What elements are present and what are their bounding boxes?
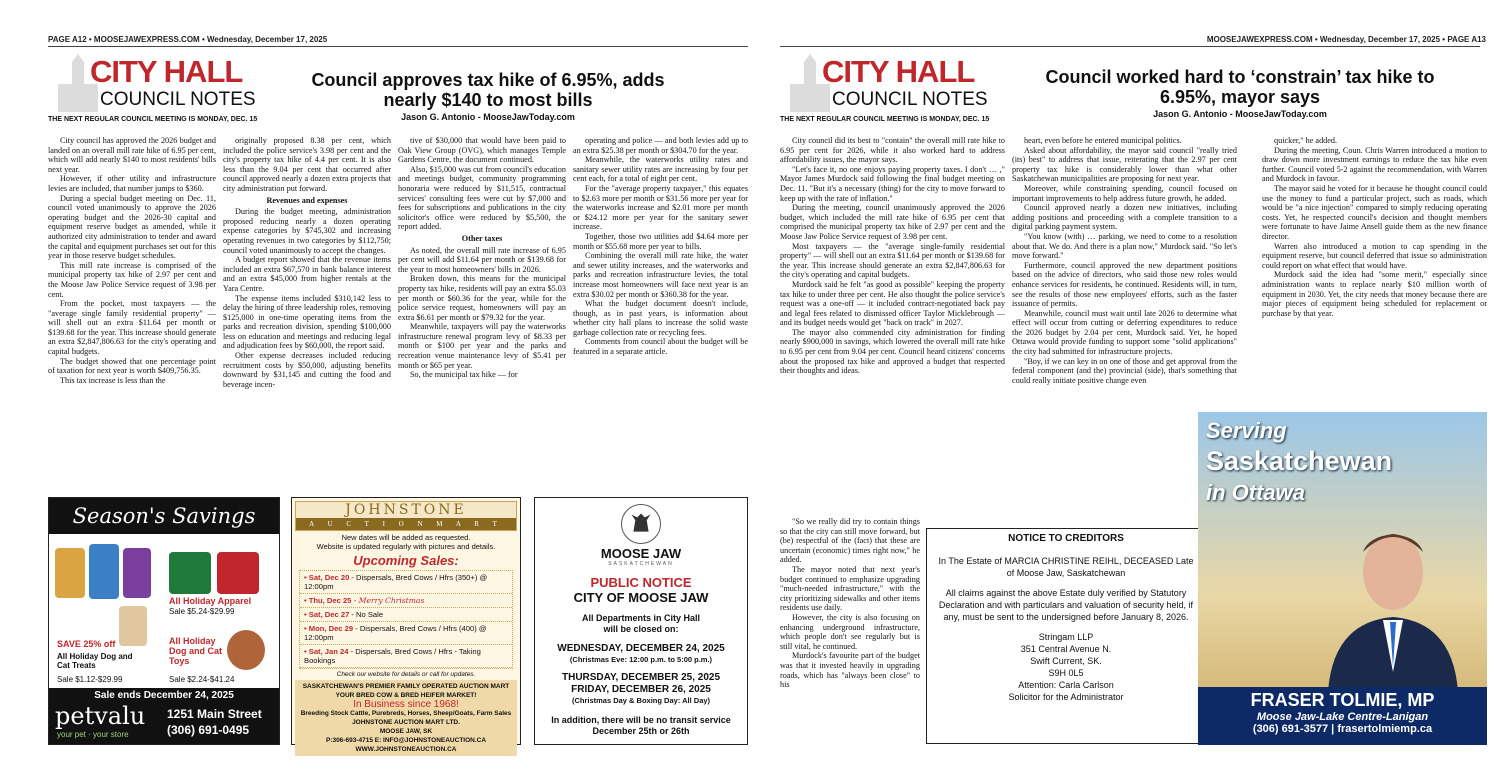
sweater-image	[169, 552, 211, 594]
petvalu-tagline: your pet · your store	[57, 730, 129, 739]
johnstone-footer-line: MOOSE JAW, SK	[379, 728, 433, 735]
closure-note-1: (Christmas Eve: 12:00 p.m. to 5:00 p.m.)	[569, 655, 713, 664]
subheading: Revenues and expenses	[266, 195, 348, 205]
petvalu-title: Season's Savings	[49, 498, 279, 534]
article-paragraph: Asked about affordability, the mayor said council "really tried (its) best" to address that issue, reiterating that the 2.97 per cent property tax hike is considerably lower than what other Saskatchewan municipalities are proposing for next year.	[1012, 145, 1237, 184]
petvalu-logo: petvalu	[55, 702, 146, 730]
article-paragraph: The budget showed that one percentage point of taxation for next year is worth $409,756.35.	[48, 356, 216, 376]
sale-date: • Sat, Dec 27	[304, 610, 350, 619]
johnstone-subtitle: A U C T I O N M A R T	[296, 518, 516, 530]
article-paragraph: tive of $30,000 that would have been paid to Oak View Group (OVG), which manages Temple Gardens Centre, the document continued.	[398, 136, 566, 165]
article-paragraph: Council approved nearly a dozen new initiatives, including adding positions and proceeding with a complete transition to a digital parking payment system.	[1012, 203, 1237, 232]
right-headline: Council worked hard to ‘constrain’ tax hike to 6.95%, mayor says	[1045, 67, 1435, 107]
notice-to-creditors-ad	[926, 528, 1206, 744]
article-paragraph: Furthermore, council approved the new department positions based on the advice of directors, who said those new roles would enhance services for residents, he continued. Residents will, in turn, see the results of those new employees' efforts, such as the faster issuance of permits.	[1012, 260, 1237, 309]
left-mast-subtitle: COUNCIL NOTES	[100, 89, 256, 110]
creditors-address	[937, 631, 1195, 703]
notice-body	[535, 613, 747, 635]
johnstone-footer-line: JOHNSTONE AUCTION MART LTD.	[352, 719, 460, 726]
mp-riding: Moose Jaw-Lake Centre-Lanigan	[1256, 711, 1429, 723]
right-column-1	[780, 136, 1005, 514]
list-item	[300, 571, 512, 594]
sale-date: • Sat, Jan 24	[304, 647, 349, 656]
article-paragraph: Together, those two utilities add $4.64 more per month or $55.68 more per year to bills.	[573, 231, 748, 251]
treats-text: All Holiday Dog and Cat Treats	[57, 652, 133, 670]
apparel-heading: All Holiday Apparel	[169, 596, 252, 606]
public-notice-ad	[534, 497, 748, 745]
article-paragraph: Murdock's favourite part of the budget was that it invested heavily in upgrading roads, which has "always been close" to his	[780, 651, 920, 690]
article-paragraph: The mayor noted that next year's budget continued to emphasize upgrading "much-needed infrastructure," with the city prioritizing sidewalks and other items residents use daily.	[780, 564, 920, 613]
toys-heading: All Holiday Dog and Cat Toys	[169, 636, 222, 666]
right-page	[780, 0, 1510, 780]
article-paragraph: From the pocket, most taxpayers — the "average single family residential property" — will shell out an extra $11.64 per month or $139.68 for the year. This increase should generate an extra $2,847,806.63 for the city's operating and capital budgets.	[48, 299, 216, 357]
mp-name: FRASER TOLMIE, MP	[1250, 690, 1435, 710]
transit-line: In addition, there will be no transit service	[551, 715, 731, 725]
creditors-body: All claims against the above Estate duly verified by Statutory Declaration and with particulars and valuation of security held, if any, must be sent to the undersigned before January 8, 2026.	[938, 588, 1194, 622]
article-paragraph: Moreover, while constraining spending, council focused on important improvements to help address future growth, he added.	[1012, 183, 1237, 203]
article-paragraph: Meanwhile, the waterworks utility rates and sanitary sewer utility rates are increasing by four per cent each, for a total of eight per cent.	[573, 155, 748, 184]
article-paragraph: During the meeting, council unanimously approved the 2026 budget, which included the mill rate hike of 6.95 per cent that comprised the municipal property tax hike of 2.97 per cent and the Moose Jaw Police Service request of 3.98 per cent.	[780, 203, 1005, 241]
johnstone-website-link[interactable]: WWW.JOHNSTONEAUCTION.CA	[355, 746, 457, 753]
johnstone-footer-line: SASKATCHEWAN'S PREMIER FAMILY OPERATED AUCTION MART	[302, 683, 510, 690]
petvalu-address: 1251 Main Street	[167, 707, 262, 721]
treat-jar-image	[119, 606, 147, 646]
moose-jaw-seal-icon	[621, 504, 661, 544]
treat-bag-image	[89, 544, 119, 599]
sale-desc: - Dispersals, Bred Cows / Hfrs (350+) @ 12:00pm	[304, 573, 488, 591]
transit-line: December 25th or 26th	[592, 726, 690, 736]
article-paragraph: The expense items included $310,142 less to delay the hiring of three leadership roles, removing $125,000 in one-time operating items from the parks and recreation division, spending $100,000 less on education and meetings and reducing legal and adjudication fees by $60,000, the report said.	[223, 293, 391, 351]
article-paragraph: "Boy, if we can key in on one of those and get approval from the federal component (and the) provincial (side), that's something that could really initiate positive change even	[1012, 356, 1237, 385]
right-folio: MOOSEJAWEXPRESS.COM • Wednesday, December 17, 2025 • PAGE A13	[1206, 35, 1486, 44]
johnstone-check-website: Check our website for details or call for updates.	[336, 671, 476, 678]
article-paragraph: originally proposed 8.38 per cent, which included the police service's 3.98 per cent and the city's property tax hike of 4.4 per cent. It is also less than the 9.04 per cent that occurred after council approved nearly a dozen extra projects that city administration put forward.	[223, 136, 391, 193]
mp-contact[interactable]: (306) 691-3577 | frasertolmiemp.ca	[1252, 723, 1433, 735]
treat-bag-image	[123, 548, 151, 598]
left-column-2	[223, 136, 391, 486]
address-line: Solicitor for the Administrator	[1008, 692, 1124, 702]
article-paragraph: This tax increase is less than the	[60, 375, 166, 385]
article-paragraph: This mill rate increase is comprised of the municipal property tax hike of 2.97 per cent and the Moose Jaw Police Service request of 3.98 per cent.	[48, 260, 216, 299]
johnstone-since: In Business since 1968!	[353, 699, 459, 710]
article-paragraph: However, if other utility and infrastructure levies are included, that number jumps to $360.	[48, 174, 216, 193]
saskatchewan-wordmark: SASKATCHEWAN	[608, 561, 674, 567]
closure-date-1: WEDNESDAY, DECEMBER 24, 2025	[557, 643, 725, 654]
article-paragraph: During a special budget meeting on Dec. 11, council voted unanimously to approve the 2026 operating budget and the 2026-30 capital and equipment reserve budget as amended, while it authorized city administration to tender and award the capital and equipment purchases set out for this year in those reserve budget schedules.	[48, 193, 216, 261]
sale-desc: - Dispersals, Bred Cows / Hfrs (400) @ 12:00pm	[304, 624, 487, 642]
city-name: CITY OF MOOSE JAW	[573, 590, 709, 605]
johnstone-logo	[295, 501, 517, 531]
sale-desc: - Merry Christmas	[351, 596, 425, 605]
public-notice-title: PUBLIC NOTICE	[590, 575, 692, 590]
moose-jaw-wordmark: MOOSE JAW	[600, 546, 682, 561]
address-line: Stringam LLP	[1038, 632, 1094, 642]
list-item	[300, 645, 512, 668]
johnstone-footer-line: YOUR BRED COW & BRED HEIFER MARKET!	[335, 692, 477, 699]
article-paragraph: Combining the overall mill rate hike, the water and sewer utility increases, and the waterworks and parks and recreation infrastructure levies, the total increase most homeowners will face next year is an extra $30.02 per month or $360.38 for the year.	[573, 251, 748, 299]
treat-bag-image	[55, 548, 85, 598]
petvalu-footer	[49, 688, 279, 744]
article-paragraph: The mayor also commended city administration for finding nearly $900,000 in savings, which lowered the overall mill rate hike to 6.95 per cent from 9.04 per cent. Council heard citizens' concerns about the proposed tax hike and approved a budget that respected their thoughts and ideas.	[780, 327, 1005, 376]
left-column-4	[573, 136, 748, 486]
right-column-3	[1262, 136, 1487, 408]
article-paragraph: Most taxpayers — the "average single-family residential property" — will shell out an extra $11.64 per month or $139.68 for the year. This increase should generate an extra $2,847,806.63 for the city's operating and capital budgets.	[780, 241, 1005, 280]
left-mast-title: CITY HALL	[90, 54, 243, 89]
petvalu-ad[interactable]	[48, 497, 280, 745]
article-paragraph: However, the city is also focusing on enhancing underground infrastructure, which people don't see regularly but is still vital, he continued.	[780, 612, 920, 651]
article-paragraph: So, the municipal tax hike — for	[410, 370, 518, 380]
petvalu-phone: (306) 691-0495	[167, 723, 250, 737]
right-mast-title: CITY HALL	[822, 54, 975, 89]
article-paragraph: Warren also introduced a motion to cap spending in the equipment reserve, but council deferred that issue so administration could report on what effect that would have.	[1262, 241, 1487, 270]
johnstone-contact[interactable]: P:306-693-4715 E: INFO@JOHNSTONEAUCTION.CA	[325, 737, 487, 744]
article-paragraph: "You know (with) … parking, we need to come to a resolution about that. We do. And there is a plan now," Murdock said. "So let's move forward."	[1012, 231, 1237, 261]
address-line: 351 Central Avenue N.	[1020, 644, 1112, 654]
toy-image	[227, 630, 265, 670]
left-column-3	[398, 136, 566, 486]
article-paragraph: Murdock said the idea had "some merit," especially since administration wants to replace nearly $10 million worth of equipment in 2030. Yet, the city needs that money because there are major pieces of equipment being scheduled for replacement or purchase by that year.	[1262, 270, 1487, 318]
article-paragraph: quicker," he added.	[1274, 136, 1338, 145]
article-paragraph: City council did its best to "contain" the overall mill rate hike to 6.95 per cent for 2026, while it also worked hard to address affordability issues, the mayor says.	[780, 136, 1005, 165]
article-paragraph: Broken down, this means for the municipal property tax hike, residents will pay an extra $5.03 per month or $60.36 for the year, while for the police service request, homeowners will pay an extra $6.61 per month or $79.32 for the year.	[398, 274, 566, 322]
closure-date-3: FRIDAY, DECEMBER 26, 2025	[571, 684, 711, 695]
right-byline: Jason G. Antonio - MooseJawToday.com	[1153, 108, 1327, 119]
article-paragraph: Meanwhile, council must wait until late 2026 to determine what effect will occur from cutting or deferring expenditures to reduce the 2026 budget by 2.04 per cent, Murdock said. Yet, he hoped Ottawa would provide funding to support some "solid applications" the city had submitted for infrastructure projects.	[1012, 308, 1237, 357]
right-mast-subtitle: COUNCIL NOTES	[832, 89, 988, 110]
article-paragraph: For the "average property taxpayer," this equates to $2.63 more per month or $31.56 more per year for the waterworks increase and $2.01 more per month or $24.12 more per year for the sanitary sewer increase.	[573, 183, 748, 232]
johnstone-name: JOHNSTONE	[345, 502, 467, 518]
article-paragraph: Other expense decreases included reducing recruitment costs by $50,000, adjusting benefits downward by $31,145 and cutting the food and beverage incen-	[223, 351, 391, 389]
right-header-rule	[780, 46, 1480, 47]
petvalu-contact	[167, 706, 262, 738]
sale-ends: Sale ends December 24, 2025	[94, 690, 234, 701]
sweater-image	[217, 552, 259, 594]
left-headline-block	[303, 71, 673, 122]
sales-list	[299, 570, 513, 669]
article-paragraph: City council has approved the 2026 budget and landed on an overall mill rate hike of 6.95 per cent, which will add nearly $140 to most residents' bills next year.	[48, 136, 216, 174]
right-column-1-lower	[780, 517, 920, 745]
closure-date-2: THURSDAY, DECEMBER 25, 2025	[561, 672, 721, 683]
article-paragraph: What the budget document doesn't include, though, as in past years, is information about whether city hall plans to increase the solid waste garbage collection rate or recycling fees.	[573, 299, 748, 337]
sale-desc: - No Sale	[349, 610, 384, 619]
article-paragraph: A budget report showed that the revenue items included an extra $67,570 in bank balance interest and an extra $45,000 from higher rentals at the Yara Centre.	[223, 255, 391, 293]
article-paragraph: Meanwhile, taxpayers will pay the waterworks infrastructure renewal program levy of $8.33 per month or $100 per year and the parks and recreation venue maintenance levy of $5.41 per month or $65 per year.	[398, 322, 566, 370]
list-item	[300, 608, 512, 622]
left-next-meeting: THE NEXT REGULAR COUNCIL MEETING IS MONDAY, DEC. 15	[48, 116, 258, 123]
left-byline: Jason G. Antonio - MooseJawToday.com	[401, 111, 575, 122]
left-header-rule	[48, 46, 748, 47]
toys-price: Sale $2.24-$41.24	[169, 675, 235, 684]
article-paragraph: Murdock said he felt "as good as possible" keeping the property tax hike to under three per cent. He also thought the police service's request was a one-off — it included contract-negotiated back pay and legal fees related to dismissed officer Taylor Micklebrough — and its budget needs would get "back on track" in 2027.	[780, 279, 1005, 328]
article-paragraph: Comments from council about the budget will be featured in a separate article.	[573, 337, 748, 357]
sale-date: • Mon, Dec 29	[304, 624, 354, 633]
johnstone-auction-ad[interactable]	[291, 497, 521, 753]
johnstone-footer-line: Breeding Stock Cattle, Purebreds, Horses, Sheep/Goats, Farm Sales	[300, 710, 512, 717]
transit-note	[535, 715, 747, 737]
treats-price: Sale $1.12-$29.99	[57, 675, 123, 684]
mp-ottawa: in Ottawa	[1206, 480, 1306, 505]
right-headline-block	[1020, 68, 1460, 119]
left-masthead	[48, 50, 278, 120]
mp-ad[interactable]	[1198, 412, 1487, 745]
upcoming-sales-heading: Upcoming Sales:	[353, 553, 459, 568]
right-next-meeting: THE NEXT REGULAR COUNCIL MEETING IS MONDAY, DEC. 15	[780, 116, 990, 123]
closure-note-2: (Christmas Day & Boxing Day: All Day)	[571, 696, 711, 705]
article-paragraph: heart, even before he entered municipal politics.	[1024, 136, 1182, 145]
list-item	[300, 622, 512, 645]
creditors-title: NOTICE TO CREDITORS	[1008, 533, 1124, 544]
johnstone-note-2: Website is updated regularly with pictures and details.	[316, 542, 496, 551]
article-paragraph: As noted, the overall mill rate increase of 6.95 per cent will add $11.64 per month or $139.68 for the year to most homeowners' bills in 2026.	[398, 245, 566, 274]
save-text: SAVE 25% off	[57, 639, 116, 649]
article-paragraph: "Let's face it, no one enjoys paying property taxes. I don't … ," Mayor James Murdock said following the final budget meeting on Dec. 11. "But it's a necessary (thing) for the city to move forward to keep up with the rate of inflation."	[780, 164, 1005, 203]
mp-portrait-image	[1318, 522, 1468, 692]
sale-date: • Thu, Dec 25	[304, 596, 352, 605]
article-paragraph: During the budget meeting, administration proposed reducing nearly a dozen operating expense categories by $745,302 and increasing operating revenues in two categories by $112,750; council voted unanimously to accept the changes.	[223, 207, 391, 255]
sale-date: • Sat, Dec 20	[304, 573, 350, 582]
left-folio: PAGE A12 • MOOSEJAWEXPRESS.COM • Wednesday, December 17, 2025	[48, 35, 328, 44]
address-line: S9H 0L5	[1048, 668, 1084, 678]
article-paragraph: "So we really did try to contain things so that the city can still move forward, but (be) respectful of the (fact) that these are uncertain (economic) times right now," he added.	[780, 517, 920, 565]
left-column-1	[48, 136, 216, 486]
sale-desc: - Dispersals, Bred Cows / Hfrs - Taking Bookings	[304, 647, 481, 665]
right-masthead	[780, 50, 1010, 120]
petvalu-products	[49, 534, 279, 710]
johnstone-note-1: New dates will be added as requested.	[341, 533, 471, 542]
notice-line: will be closed on:	[603, 624, 679, 634]
article-paragraph: operating and police — and both levies add up to an extra $25.38 per month or $304.70 for the year.	[573, 136, 748, 155]
address-line: Attention: Carla Carlson	[1018, 680, 1114, 690]
article-paragraph: During the meeting, Coun. Chris Warren introduced a motion to draw down more investment earnings to reduce the tax hike even further. Council voted 5-2 against the recommendation, with Warren and Murdock in favour.	[1262, 145, 1487, 184]
left-headline: Council approves tax hike of 6.95%, adds nearly $140 to most bills	[311, 70, 665, 110]
apparel-price: Sale $5.24-$29.99	[169, 607, 235, 616]
list-item	[300, 594, 512, 608]
creditors-estate: In The Estate of MARCIA CHRISTINE REIHL, DECEASED Late of Moose Jaw, Saskatchewan	[938, 556, 1194, 578]
mp-footer	[1198, 687, 1487, 745]
mp-saskatchewan: Saskatchewan	[1206, 446, 1393, 476]
address-line: Swift Current, SK.	[1030, 656, 1102, 666]
johnstone-footer	[295, 680, 517, 756]
article-paragraph: Also, $15,000 was cut from council's education and meetings budget, community programming honoraria were reduced by $11,515, contractual services' consulting fees were cut by $7,000 and fees for subscriptions and publications in the city solicitor's office were reduced by $5,500, the report added.	[398, 164, 566, 232]
notice-line: All Departments in City Hall	[581, 613, 701, 623]
left-page	[48, 0, 778, 780]
mp-serving: Serving	[1206, 418, 1287, 443]
subheading: Other taxes	[461, 233, 503, 243]
article-paragraph: The mayor said he voted for it because he thought council could use the money to fund a particular project, such as roads, which would be "a nice injection" compared to simply reducing operating costs. Yet, he respected council's decision and thought members were fortunate to have Jaime Ansell guide them as the new finance director.	[1262, 183, 1487, 241]
